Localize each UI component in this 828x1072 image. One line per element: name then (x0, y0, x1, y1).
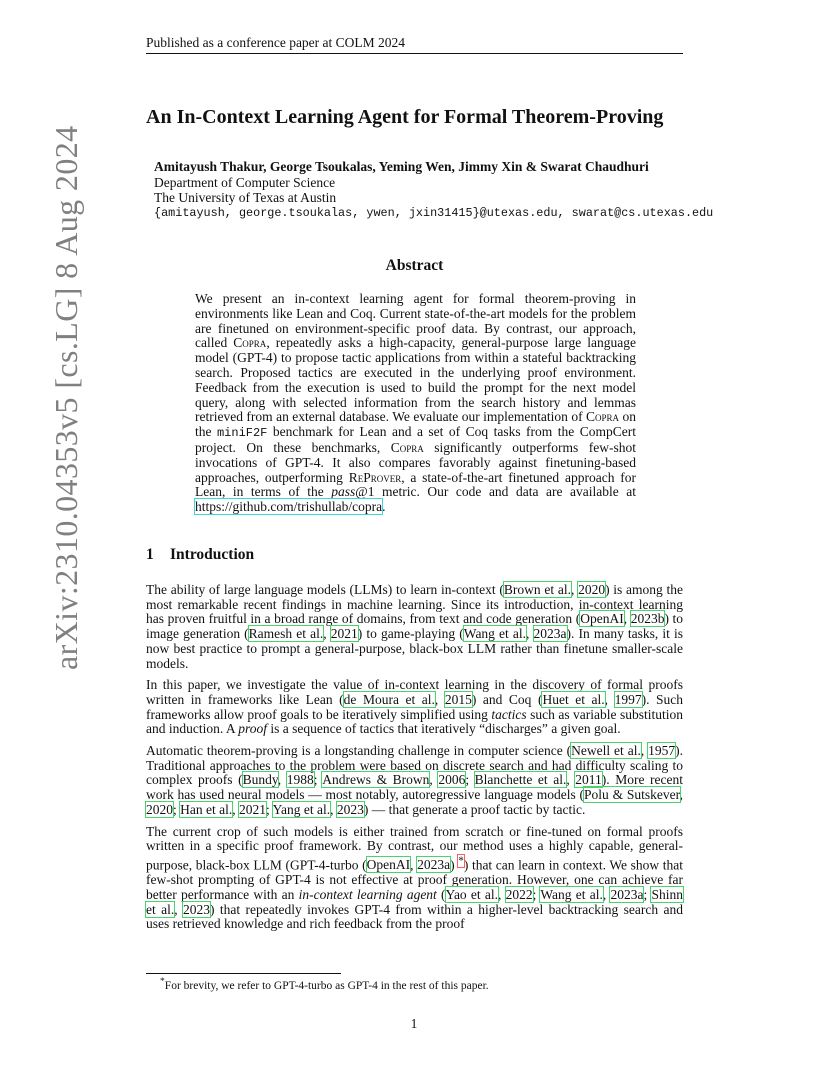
text: ; (266, 801, 273, 817)
text: , (640, 743, 649, 759)
text: , (604, 691, 615, 707)
citation-link[interactable]: 1988 (286, 772, 314, 788)
text: The ability of large language models (LLMs) to learn in-context ( (146, 582, 504, 597)
system-name: Copra (586, 409, 620, 425)
arxiv-watermark: arXiv:2310.04353v5 [cs.LG] 8 Aug 2024 (48, 125, 84, 670)
text: ) is among the most remarkable recent findings in machine learning. Since its introduction, in-context learning has proven fruitful in a broad range of domains, from text and code generation ( (146, 582, 683, 627)
section-number: 1 (146, 546, 154, 563)
citation-link[interactable]: Yao et al. (445, 886, 499, 902)
text: ; (532, 886, 541, 902)
abstract-text (195, 292, 636, 515)
page-number: 1 (410, 1016, 418, 1031)
section-heading (146, 546, 254, 564)
citation-link[interactable]: 2015 (444, 691, 472, 707)
text: , (679, 787, 683, 803)
paragraph (146, 678, 683, 737)
citation-link[interactable]: 2021 (239, 801, 266, 817)
system-name: Copra (233, 335, 267, 351)
text: ) to game-playing ( (357, 626, 464, 642)
citation-link[interactable]: Polu & Sutskever (584, 787, 680, 803)
text: , (623, 611, 631, 627)
text: , (434, 691, 445, 707)
author-emails: {amitayush, george.tsoukalas, ywen, jxin31415}@utexas.edu, swarat@cs.utexas.edu (154, 205, 714, 220)
citation-link[interactable]: 2023 (336, 801, 364, 817)
citation-link[interactable]: Wang et al. (540, 886, 603, 902)
abstract-text-part: , repeatedly asks a high-capacity, general-purpose large language model (GPT-4) to propose tactic applications from within a stateful backtracking search. Proposed tactics are executed in the underlying proof environment. Feedback from the execution is used to build the prompt for the next model query, along with selected information from the search history and lemmas retrieved from an external database. We evaluate our implementation of (195, 335, 636, 425)
paragraph (146, 744, 683, 818)
citation-link[interactable]: 2023b (630, 611, 665, 627)
citation-link[interactable]: Blanchette et al. (474, 772, 567, 788)
text: ). Such frameworks allow proof goals to be iteratively simplified using (146, 691, 684, 722)
text: ( (436, 886, 446, 902)
citation-link[interactable]: 1997 (614, 691, 642, 707)
emphasis: proof (238, 721, 268, 737)
section-title: Introduction (170, 546, 255, 563)
text: ; (313, 772, 323, 788)
text: ) — that generate a proof tactic by tactic. (363, 801, 586, 817)
text: ) (450, 857, 459, 873)
header-rule (146, 53, 683, 54)
text: , (410, 857, 418, 873)
author-block (154, 159, 714, 221)
text: , (429, 772, 439, 788)
citation-link[interactable]: Andrews & Brown (322, 772, 430, 788)
citation-link[interactable]: 2011 (575, 772, 602, 788)
text: ; (173, 801, 181, 817)
text: , (498, 886, 506, 902)
citation-link[interactable]: 2023a (533, 626, 567, 642)
system-name: Copra (390, 439, 424, 455)
citation-link[interactable]: 2020 (146, 801, 173, 817)
citation-link[interactable]: 1957 (648, 743, 676, 759)
abstract-text-part: @1 metric. Our code and data are available at (355, 484, 636, 500)
abstract-text-part: . (382, 499, 386, 515)
code-url-link[interactable]: https://github.com/trishullab/copra (195, 499, 383, 515)
running-header: Published as a conference paper at COLM 2024 (146, 35, 406, 50)
text: ). In many tasks, it is now best practice to prompt a general-purpose, black-box LLM rather than finetune smaller-scale models. (146, 626, 684, 671)
citation-link[interactable]: OpenAI (580, 611, 624, 627)
text: ; (643, 886, 652, 902)
citation-link[interactable]: Huet et al. (542, 691, 605, 707)
paragraph (146, 825, 683, 932)
text: , (323, 626, 331, 642)
text: , (174, 901, 184, 917)
text: , (330, 801, 337, 817)
text: ). More recent work has used neural models — most notably, autoregressive language models ( (146, 772, 684, 803)
text: , (526, 626, 534, 642)
citation-link[interactable]: 2023a (417, 857, 451, 873)
text: such as variable substitution and induction. A (146, 706, 683, 737)
emphasis: tactics (491, 706, 527, 722)
citation-link[interactable]: Yang et al. (272, 801, 331, 817)
abstract-text-part: We present an in-context learning agent for formal theorem-proving in environments like Lean and Coq. Current state-of-the-art models for the problem are finetuned on environment-specific proof data. By contrast, our approach, called (195, 291, 636, 351)
text: In this paper, we investigate the value of in-context learning in the discovery of formal proofs written in frameworks like Lean ( (146, 677, 683, 707)
text: ) that repeatedly invokes GPT-4 from within a higher-level backtracking search and uses retrieved knowledge and rich feedback from the proof (146, 901, 684, 932)
text: , (232, 801, 239, 817)
footnote (160, 976, 680, 992)
text: ). Traditional approaches to the problem were based on discrete search and had difficulty scaling to complex proofs ( (146, 743, 683, 788)
abstract-heading: Abstract (385, 257, 444, 274)
text: ) that can learn in context. We show that few-shot prompting of GPT-4 is not effective at proof generation. However, one can achieve far better performance with an (146, 857, 684, 902)
text: Automatic theorem-proving is a longstanding challenge in computer science ( (146, 743, 572, 759)
footnote-rule (146, 973, 341, 974)
text: ; (465, 772, 475, 788)
abstract-text-part: , a state-of-the-art finetuned approach for Lean, in terms of the (195, 469, 636, 500)
citation-link[interactable]: 2021 (330, 626, 358, 642)
text: , (602, 886, 611, 902)
citation-link[interactable]: Newell et al. (571, 743, 641, 759)
body-text (146, 583, 683, 939)
paper-title: An In-Context Learning Agent for Formal Theorem-Proving (146, 106, 664, 128)
footnote-text: For brevity, we refer to GPT-4-turbo as GPT-4 in the rest of this paper. (164, 979, 489, 992)
paragraph (146, 583, 683, 671)
author-names: Amitayush Thakur, George Tsoukalas, Yeming Wen, Jimmy Xin & Swarat Chaudhuri (154, 159, 649, 174)
text: ) and Coq ( (471, 691, 543, 707)
citation-link[interactable]: Wang et al. (463, 626, 527, 642)
citation-link[interactable]: 2023 (183, 901, 211, 917)
abstract-text-part: on the (195, 409, 637, 440)
citation-link[interactable]: 2006 (438, 772, 466, 788)
citation-link[interactable]: 2023a (610, 886, 644, 902)
citation-link[interactable]: Ramesh et al. (248, 626, 324, 642)
text: is a sequence of tactics that iteratively “discharges” a given goal. (267, 721, 621, 737)
text: The current crop of such models is either trained from scratch or fine-tuned on formal proofs written in a specific proof framework. By contrast, our method uses a highly capable, general-purpose, black-box LLM (GPT-4-turbo ( (146, 823, 683, 873)
abstract-text-part: benchmark for Lean and a set of Coq tasks from the CompCert project. On these benchmarks, (195, 424, 636, 455)
text: , (277, 772, 287, 788)
citation-link[interactable]: Bundy (242, 772, 278, 788)
baseline-name: ReProver (348, 469, 402, 485)
text: , (566, 772, 576, 788)
metric-name: pass (331, 484, 356, 500)
department: Department of Computer Science (154, 174, 336, 190)
benchmark-name: miniF2F (216, 426, 268, 441)
citation-link[interactable]: Shinn et al. (146, 886, 683, 917)
footnote-ref-link[interactable]: * (458, 854, 464, 867)
abstract-text-part: significantly outperforms few-shot invocations of GPT-4. It also compares favorably against finetuning-based approaches, outperforming (195, 439, 636, 485)
citation-link[interactable]: Han et al. (180, 801, 233, 817)
citation-link[interactable]: OpenAI (366, 857, 411, 873)
university: The University of Texas at Austin (154, 190, 337, 206)
text: ) to image generation ( (146, 611, 684, 642)
citation-link[interactable]: 2022 (505, 886, 533, 902)
citation-link[interactable]: de Moura et al. (343, 691, 435, 707)
emphasis: in-context learning agent (298, 886, 437, 902)
citation-link[interactable]: Brown et al. (503, 582, 571, 597)
text: , (570, 582, 579, 597)
citation-link[interactable]: 2020 (578, 582, 606, 597)
footnote-mark: * (160, 976, 165, 987)
